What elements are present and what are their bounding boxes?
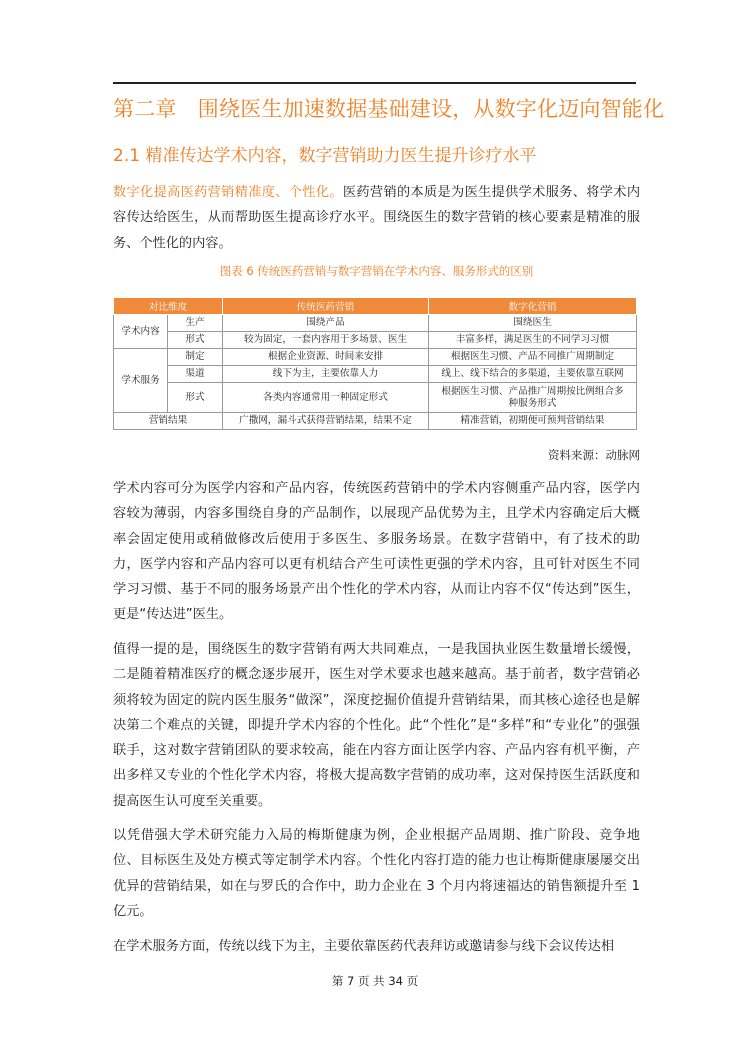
digital-cell: 根据医生习惯、产品不同推广周期制定 — [429, 349, 637, 366]
digital-cell: 围绕医生 — [429, 315, 637, 332]
comparison-table — [113, 297, 637, 430]
digital-cell: 丰富多样，满足医生的不同学习习惯 — [429, 332, 637, 349]
source-note: 资料来源：动脉网 — [548, 448, 640, 462]
traditional-cell: 围绕产品 — [223, 315, 429, 332]
digital-cell: 精准营销，初期便可预判营销结果 — [429, 413, 637, 430]
sub-dimension: 形式 — [168, 332, 223, 349]
traditional-cell: 各类内容通常用一种固定形式 — [223, 383, 429, 413]
digital-cell: 根据医生习惯、产品推广周期按比例组合多种服务形式 — [429, 383, 637, 413]
table-row — [114, 315, 637, 332]
intro-highlight: 数字化提高医药营销精准度、个性化。 — [113, 185, 343, 200]
sub-dimension: 生产 — [168, 315, 223, 332]
header-traditional: 传统医药营销 — [223, 298, 429, 315]
section-title: 2.1 精准传达学术内容，数字营销助力医生提升诊疗水平 — [113, 146, 537, 166]
chapter-title: 第二章 围绕医生加速数据基础建设，从数字化迈向智能化 — [113, 97, 665, 121]
intro-text: 医药营销的本质是为医生提供学术服务、将学术内容传达给医生，从而帮助医生提高诊疗水平。围绕医生的数字营销的核心要素是精准的服务、个性化的内容。 — [113, 185, 641, 251]
traditional-cell: 较为固定，一套内容用于多场景、医生 — [223, 332, 429, 349]
table-row — [114, 413, 637, 430]
top-divider — [113, 82, 636, 84]
page-footer: 第 7 页 共 34 页 — [331, 974, 419, 988]
body-paragraph-2: 值得一提的是，围绕医生的数字营销有两大共同难点，一是我国执业医生数量增长缓慢，二是随着精准医疗的概念逐步展开，医生对学术要求也越来越高。基于前者，数字营销必须将较为固定的院内医生服务“做深”，深度挖掘价值提升营销结果，而其核心途径也是解决第二个难点的关键，即提升学术内容的个性化。此“个性化”是“多样”和“专业化”的强强联手，这对数字营销团队的要求较高，能在内容方面让医学内容、产品内容有机平衡，产出多样又专业的个性化学术内容，将极大提高数字营销的成功率，这对保持医生活跃度和提高医生认可度至关重要。 — [113, 642, 640, 809]
group-label: 学术内容 — [114, 315, 168, 349]
intro-paragraph — [113, 180, 640, 256]
body-paragraph-3: 以凭借强大学术研究能力入局的梅斯健康为例，企业根据产品周期、推广阶段、竞争地位、目标医生及处方模式等定制学术内容。个性化内容打造的能力也让梅斯健康屡屡交出优异的营销结果，如在与罗氏的合作中，助力企业在 3 个月内将速福达的销售额提升至 1 亿元。 — [113, 828, 640, 919]
result-label: 营销结果 — [114, 413, 223, 430]
group-label: 学术服务 — [114, 349, 168, 413]
sub-dimension: 制定 — [168, 349, 223, 366]
table-row — [114, 383, 637, 413]
header-dimension: 对比维度 — [114, 298, 223, 315]
traditional-cell: 广撒网，漏斗式获得营销结果，结果不定 — [223, 413, 429, 430]
table-row — [114, 332, 637, 349]
sub-dimension: 渠道 — [168, 366, 223, 383]
figure-caption: 图表 6 传统医药营销与数字营销在学术内容、服务形式的区别 — [219, 264, 534, 278]
table-header-row — [114, 298, 637, 315]
table-row — [114, 366, 637, 383]
digital-cell: 线上、线下结合的多渠道，主要依靠互联网 — [429, 366, 637, 383]
traditional-cell: 根据企业资源、时间来安排 — [223, 349, 429, 366]
sub-dimension: 形式 — [168, 383, 223, 413]
body-paragraph-1: 学术内容可分为医学内容和产品内容，传统医药营销中的学术内容侧重产品内容，医学内容较为薄弱，内容多围绕自身的产品制作，以展现产品优势为主，且学术内容确定后大概率会固定使用或稍做修改后使用于多医生、多服务场景。在数字营销中，有了技术的助力，医学内容和产品内容可以更有机结合产生可读性更强的学术内容，且可针对医生不同学习习惯、基于不同的服务场景产出个性化的学术内容，从而让内容不仅“传达到”医生，更是“传达进”医生。 — [113, 481, 640, 623]
traditional-cell: 线下为主，主要依靠人力 — [223, 366, 429, 383]
header-digital: 数字化营销 — [429, 298, 637, 315]
table-row — [114, 349, 637, 366]
body-paragraph-4: 在学术服务方面，传统以线下为主，主要依靠医药代表拜访或邀请参与线下会议传达相 — [113, 939, 615, 954]
